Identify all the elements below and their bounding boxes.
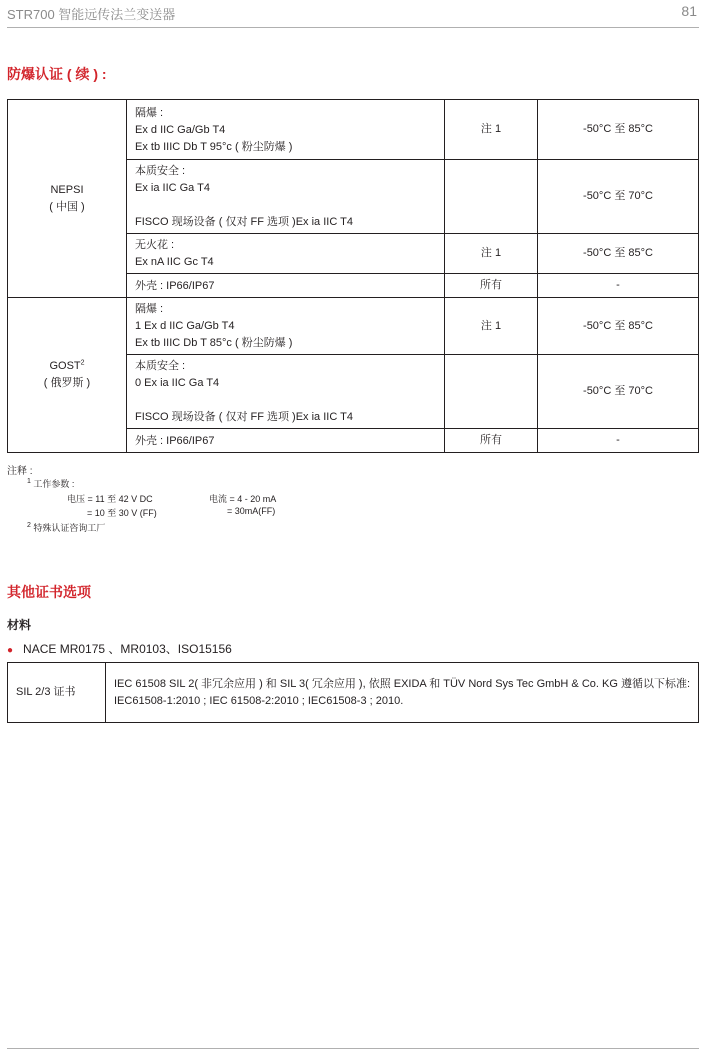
page-header	[7, 0, 699, 28]
protection-type: 隔爆 :	[135, 303, 164, 315]
protection-description	[127, 100, 445, 160]
current-range-1: 电流 = 4 - 20 mA	[209, 494, 277, 504]
fisco-marking: FISCO 现场设备 ( 仅对 FF 选项 )Ex ia IIC T4	[135, 216, 353, 228]
note-cell: 注 1	[445, 100, 538, 160]
voltage-range-1: 电压 = 11 至 42 V DC	[67, 494, 153, 504]
temperature-range: -50°C 至 85°C	[538, 298, 699, 355]
note-cell	[445, 160, 538, 234]
temperature-range: -50°C 至 85°C	[538, 234, 699, 274]
protection-marking: Ex tb IIIC Db T 95°c ( 粉尘防爆 )	[135, 140, 293, 153]
note1: $^1$ 工作参数 :	[27, 478, 75, 489]
table-row	[8, 100, 699, 160]
notes-label: 注释 :	[7, 466, 33, 477]
protection-type: 本质安全 :	[135, 165, 186, 177]
materials-title: 材料	[7, 618, 32, 632]
note-cell: 注 1	[445, 298, 538, 355]
protection-type: 无火花 :	[135, 239, 175, 251]
temperature-range: -50°C 至 70°C	[538, 355, 699, 429]
table-row	[8, 663, 699, 723]
temperature-range: -	[538, 274, 699, 298]
enclosure-rating: 外壳 : IP66/IP67	[127, 429, 445, 453]
protection-marking: Ex ia IIC Ga T4	[135, 182, 210, 194]
protection-marking: Ex tb IIIC Db T 85°c ( 粉尘防爆 )	[135, 337, 293, 349]
sil-label: SIL 2/3 证书	[8, 663, 106, 723]
note-cell: 注 1	[445, 234, 538, 274]
temperature-range: -50°C 至 70°C	[538, 160, 699, 234]
table-row	[8, 298, 699, 355]
note-cell: 所有	[445, 429, 538, 453]
temperature-range: -	[538, 429, 699, 453]
protection-description	[127, 234, 445, 274]
sil-description-line: IEC 61508 SIL 2( 非冗余应用 ) 和 SIL 3( 冗余应用 ), 依照 EXIDA 和 TÜV Nord Sys Tec GmbH & Co. KG 遵循以下标准:	[114, 677, 690, 690]
page-number: 81	[681, 3, 697, 19]
bullet-icon: ●	[7, 645, 14, 656]
protection-marking: Ex d IIC Ga/Gb T4	[135, 123, 226, 136]
protection-type: 本质安全 :	[135, 360, 186, 372]
org-cell-nepsi	[8, 100, 127, 298]
protection-marking: 1 Ex d IIC Ga/Gb T4	[135, 320, 235, 332]
note2: $^2$ 特殊认证咨询工厂	[27, 522, 106, 533]
list-item	[7, 640, 232, 657]
protection-marking: Ex nA IIC Gc T4	[135, 256, 214, 268]
materials-standards: NACE MR0175 、MR0103、ISO15156	[23, 642, 232, 656]
temperature-range: -50°C 至 85°C	[538, 100, 699, 160]
protection-description	[127, 298, 445, 355]
sil-certificate-table	[7, 662, 699, 723]
note-cell: 所有	[445, 274, 538, 298]
org-region: ( 中国 )	[49, 200, 85, 213]
enclosure-rating: 外壳 : IP66/IP67	[127, 274, 445, 298]
sil-description	[106, 663, 699, 723]
footer-rule	[7, 1048, 699, 1049]
current-range-2: = 30mA(FF)	[227, 506, 276, 516]
document-title: STR700 智能远传法兰变送器	[7, 7, 176, 22]
voltage-range-2: = 10 至 30 V (FF)	[87, 508, 157, 518]
protection-marking: 0 Ex ia IIC Ga T4	[135, 377, 220, 389]
section-title-other-certificates: 其他证书选项	[7, 584, 91, 600]
protection-description	[127, 355, 445, 429]
certification-table	[7, 99, 699, 453]
section-title-explosion-proof: 防爆认证 ( 续 ) :	[7, 66, 107, 82]
protection-type: 隔爆 :	[135, 106, 164, 119]
org-name: NEPSI	[50, 183, 84, 196]
org-name: GOST$^2$	[49, 359, 85, 372]
org-cell-gost	[8, 298, 127, 453]
org-region: ( 俄罗斯 )	[43, 377, 91, 389]
sil-description-line: IEC61508-1:2010 ; IEC 61508-2:2010 ; IEC61508-3 ; 2010.	[114, 694, 404, 707]
fisco-marking: FISCO 现场设备 ( 仅对 FF 选项 )Ex ia IIC T4	[135, 411, 353, 423]
protection-description	[127, 160, 445, 234]
note-cell	[445, 355, 538, 429]
